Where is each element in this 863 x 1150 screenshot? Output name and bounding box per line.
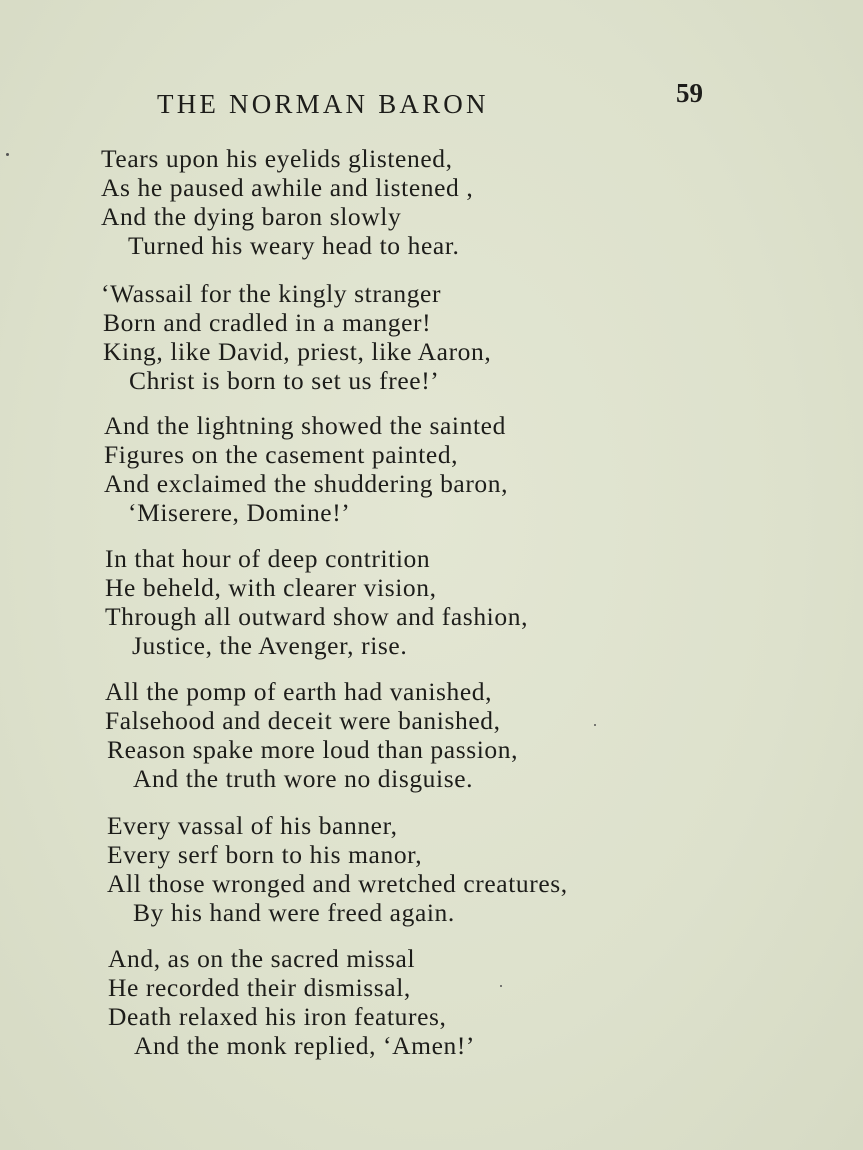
page-number: 59 (676, 78, 703, 108)
verse-line: He recorded their dismissal, (108, 973, 411, 1002)
verse-line: As he paused awhile and listened , (101, 173, 474, 202)
verse-line: In that hour of deep contrition (105, 544, 431, 573)
verse-line: Christ is born to set us free!’ (129, 366, 440, 395)
verse-line: Every serf born to his manor, (107, 840, 423, 869)
paper-speck (6, 153, 9, 156)
verse-line: By his hand were freed again. (133, 898, 455, 927)
verse-line: Through all outward show and fashion, (105, 602, 529, 631)
verse-line: King, like David, priest, like Aaron, (103, 337, 492, 366)
verse-line: And, as on the sacred missal (108, 944, 416, 973)
verse-line: Figures on the casement painted, (104, 440, 459, 469)
verse-line: He beheld, with clearer vision, (105, 573, 437, 602)
verse-line: ‘Miserere, Domine!’ (128, 498, 351, 527)
verse-line: All those wronged and wretched creatures, (107, 869, 568, 898)
verse-line: And the monk replied, ‘Amen!’ (134, 1031, 476, 1060)
verse-line: All the pomp of earth had vanished, (105, 677, 493, 706)
verse-line: Born and cradled in a manger! (103, 308, 432, 337)
verse-line: And exclaimed the shuddering baron, (104, 469, 509, 498)
verse-line: Reason spake more loud than passion, (107, 735, 519, 764)
verse-line: Turned his weary head to hear. (128, 231, 460, 260)
verse-line: And the dying baron slowly (101, 202, 402, 231)
verse-line: Tears upon his eyelids glistened, (101, 144, 453, 173)
paper-speck (500, 985, 502, 987)
verse-line: And the lightning showed the sainted (104, 411, 506, 440)
verse-line: Every vassal of his banner, (107, 811, 398, 840)
verse-line: And the truth wore no disguise. (133, 764, 474, 793)
verse-line: Justice, the Avenger, rise. (132, 631, 408, 660)
verse-line: Death relaxed his iron features, (108, 1002, 447, 1031)
paper-speck (594, 724, 596, 726)
running-head: THE NORMAN BARON (157, 89, 489, 119)
verse-line: ‘Wassail for the kingly stranger (101, 279, 442, 308)
verse-line: Falsehood and deceit were banished, (105, 706, 501, 735)
